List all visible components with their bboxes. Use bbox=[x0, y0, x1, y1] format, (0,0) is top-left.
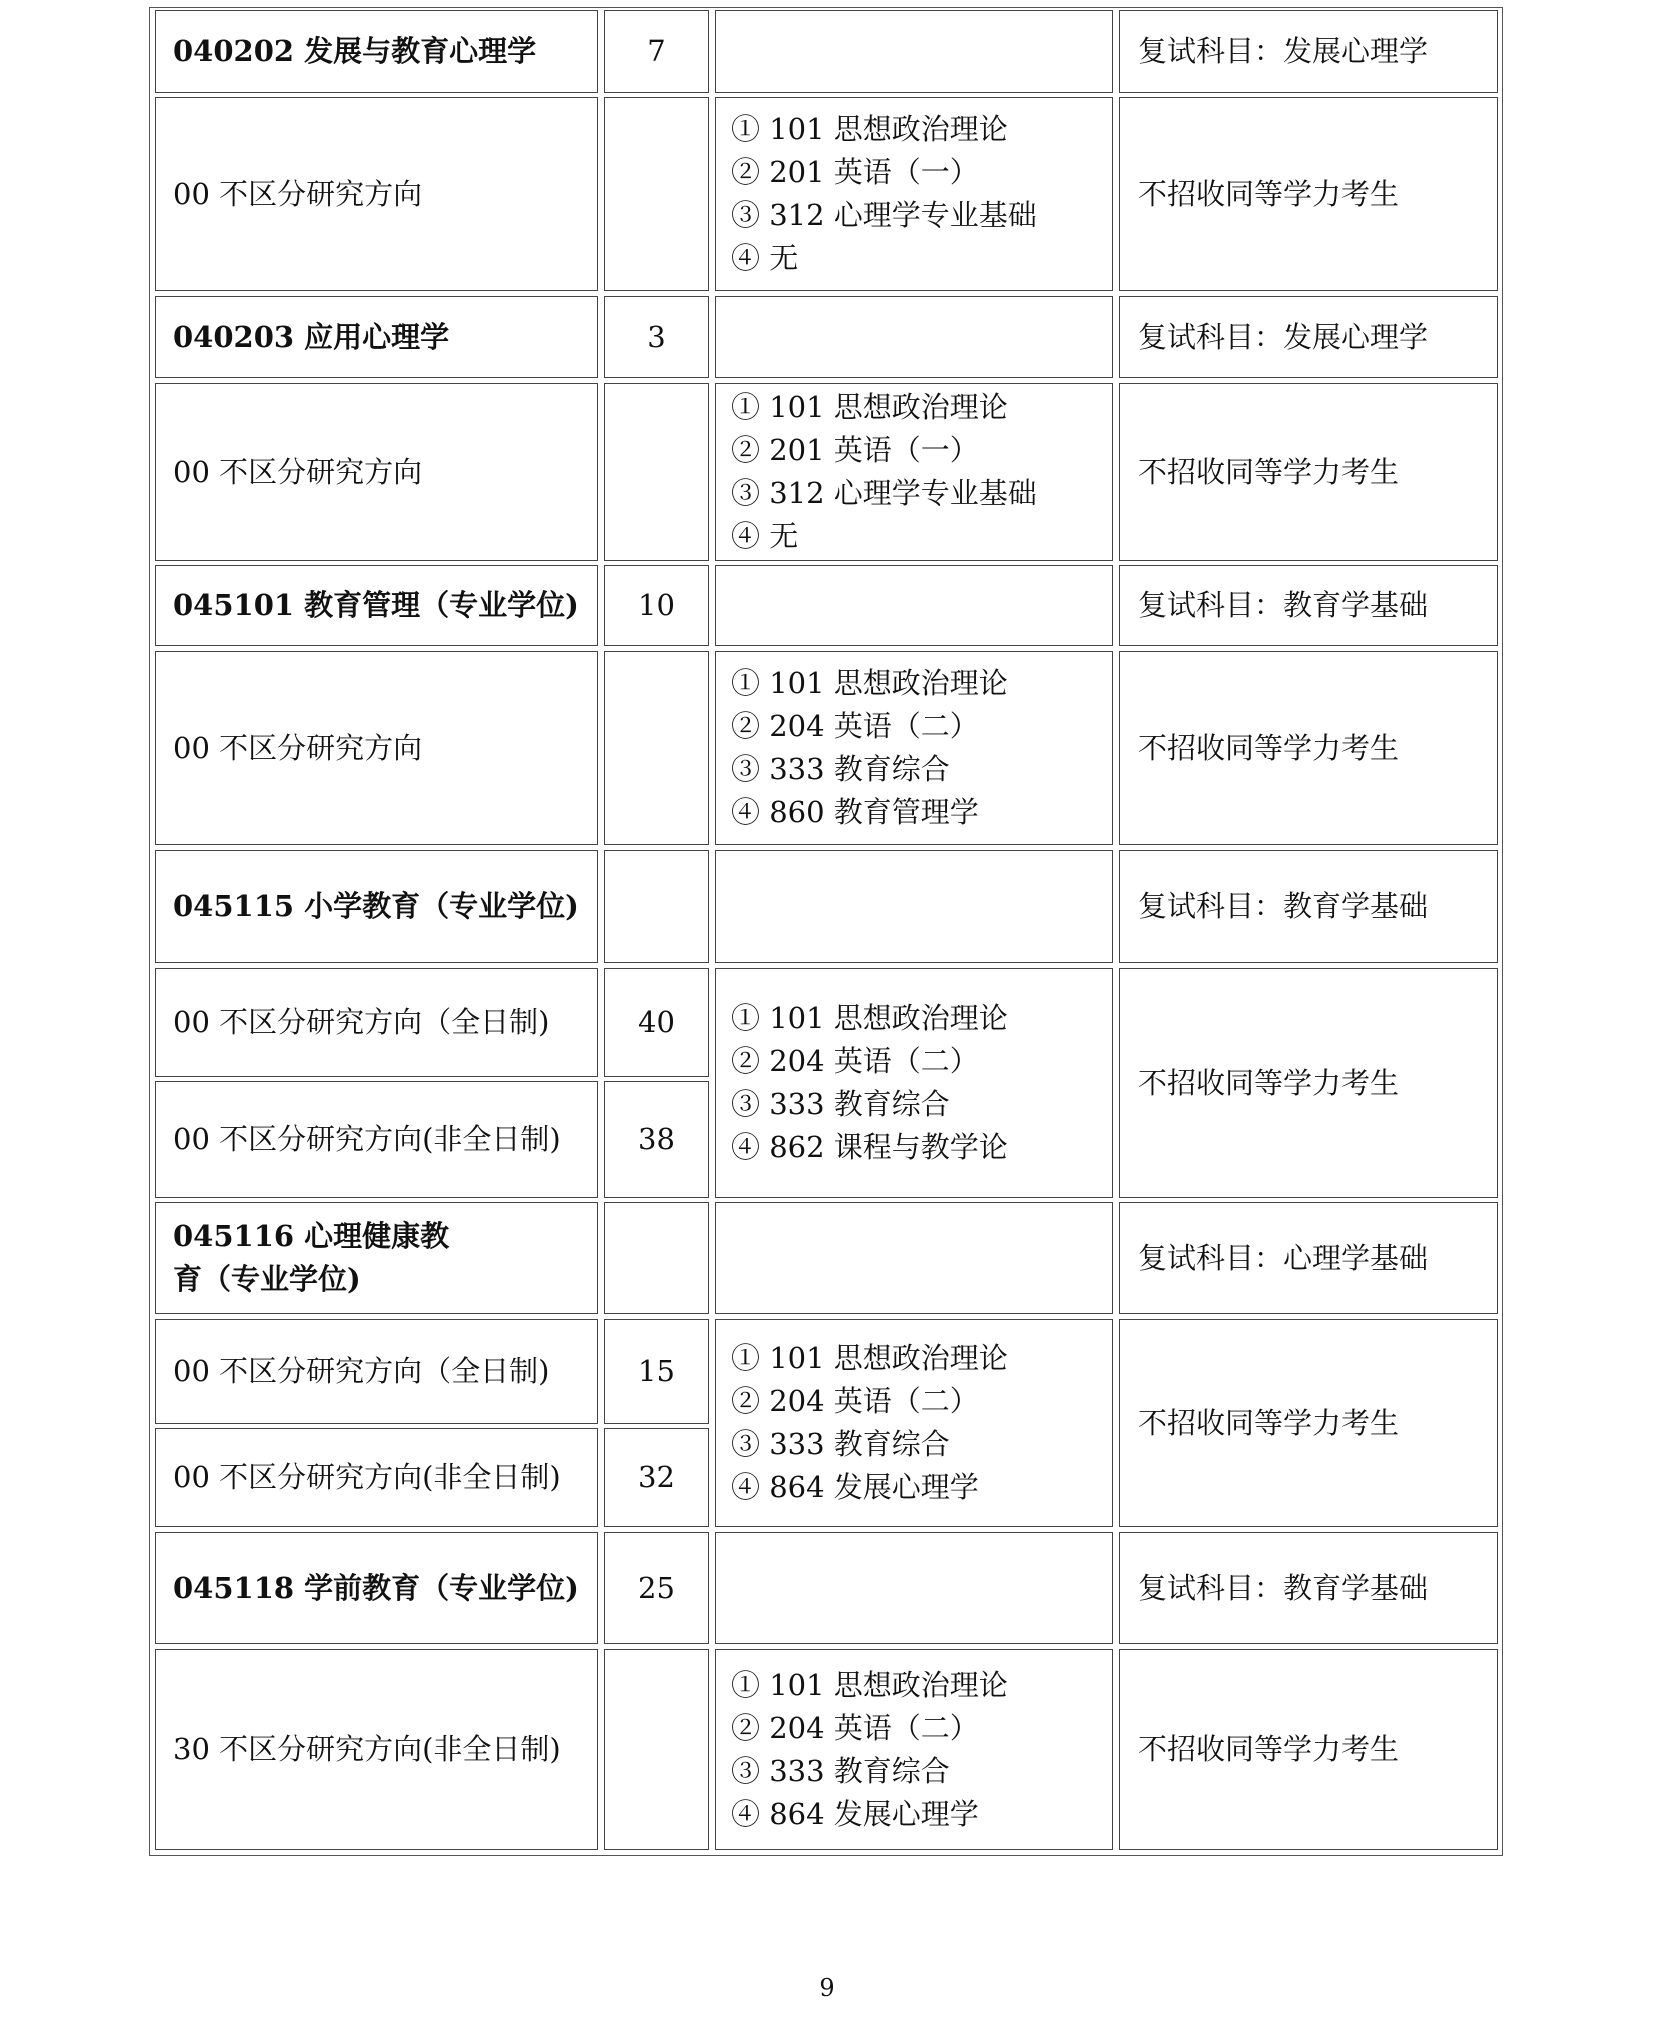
program-name: 045118 学前教育（专业学位) bbox=[155, 1532, 598, 1644]
exam-subject: ④ 862 课程与教学论 bbox=[731, 1130, 1008, 1164]
remark: 不招收同等学力考生 bbox=[1119, 97, 1498, 291]
quota: 25 bbox=[604, 1532, 709, 1644]
exam-subject: ② 204 英语（二） bbox=[731, 709, 979, 743]
program-name: 040202 发展与教育心理学 bbox=[155, 10, 598, 93]
program-name: 040203 应用心理学 bbox=[155, 296, 598, 378]
research-direction: 00 不区分研究方向 bbox=[155, 383, 598, 561]
exam-subject: ③ 312 心理学专业基础 bbox=[731, 476, 1037, 510]
remark: 不招收同等学力考生 bbox=[1119, 1319, 1498, 1527]
exam-subjects bbox=[715, 97, 1113, 291]
quota-empty bbox=[604, 1649, 709, 1850]
exam-cell-empty bbox=[715, 296, 1113, 378]
research-direction-full-time: 00 不区分研究方向（全日制) bbox=[155, 1319, 598, 1424]
quota: 3 bbox=[604, 296, 709, 378]
research-direction-full-time: 00 不区分研究方向（全日制) bbox=[155, 968, 598, 1077]
exam-subject: ③ 333 教育综合 bbox=[731, 1753, 950, 1788]
quota-empty bbox=[604, 850, 709, 963]
exam-subjects bbox=[715, 968, 1113, 1198]
retest-subject: 复试科目：发展心理学 bbox=[1119, 10, 1498, 93]
exam-cell-empty bbox=[715, 1532, 1113, 1644]
retest-subject: 复试科目：教育学基础 bbox=[1119, 1532, 1498, 1644]
retest-subject: 复试科目：教育学基础 bbox=[1119, 565, 1498, 646]
research-direction: 00 不区分研究方向 bbox=[155, 651, 598, 845]
exam-subject: ③ 333 教育综合 bbox=[731, 1087, 950, 1121]
remark: 不招收同等学力考生 bbox=[1119, 1649, 1498, 1850]
exam-subject: ③ 333 教育综合 bbox=[731, 1427, 950, 1461]
exam-subject: ① 101 思想政治理论 bbox=[731, 390, 1008, 424]
research-direction-part-time: 00 不区分研究方向(非全日制) bbox=[155, 1081, 598, 1198]
research-direction: 30 不区分研究方向(非全日制) bbox=[155, 1649, 598, 1850]
retest-subject: 复试科目：教育学基础 bbox=[1119, 850, 1498, 963]
page-number: 9 bbox=[819, 1974, 835, 2002]
program-name: 045101 教育管理（专业学位) bbox=[155, 565, 598, 646]
quota-empty bbox=[604, 97, 709, 291]
exam-cell-empty bbox=[715, 1202, 1113, 1314]
retest-subject: 复试科目：心理学基础 bbox=[1119, 1202, 1498, 1314]
exam-subject: ③ 333 教育综合 bbox=[731, 752, 950, 786]
quota-full-time: 40 bbox=[604, 968, 709, 1077]
exam-subject: ③ 312 心理学专业基础 bbox=[731, 198, 1037, 232]
quota-part-time: 32 bbox=[604, 1428, 709, 1527]
quota-empty bbox=[604, 383, 709, 561]
exam-subject: ① 101 思想政治理论 bbox=[731, 112, 1008, 146]
remark: 不招收同等学力考生 bbox=[1119, 651, 1498, 845]
exam-subject: ① 101 思想政治理论 bbox=[731, 666, 1008, 700]
exam-cell-empty bbox=[715, 10, 1113, 93]
exam-subject: ② 204 英语（二） bbox=[731, 1710, 979, 1745]
exam-subject: ④ 无 bbox=[731, 519, 799, 553]
program-name: 045115 小学教育（专业学位) bbox=[155, 850, 598, 963]
exam-subject: ② 201 英语（一） bbox=[731, 155, 979, 189]
quota: 7 bbox=[604, 10, 709, 93]
quota-part-time: 38 bbox=[604, 1081, 709, 1198]
exam-subject: ④ 860 教育管理学 bbox=[731, 795, 979, 829]
remark: 不招收同等学力考生 bbox=[1119, 968, 1498, 1198]
exam-subject: ④ 无 bbox=[731, 241, 799, 275]
exam-subject: ① 101 思想政治理论 bbox=[731, 1667, 1008, 1702]
exam-subject: ① 101 思想政治理论 bbox=[731, 1001, 1008, 1035]
exam-subjects bbox=[715, 383, 1113, 561]
program-name bbox=[155, 1202, 598, 1314]
exam-cell-empty bbox=[715, 565, 1113, 646]
exam-subjects bbox=[715, 1319, 1113, 1527]
exam-subject: ① 101 思想政治理论 bbox=[731, 1341, 1008, 1375]
exam-subjects bbox=[715, 1649, 1113, 1850]
exam-subject: ④ 864 发展心理学 bbox=[731, 1470, 979, 1504]
exam-subjects bbox=[715, 651, 1113, 845]
quota: 10 bbox=[604, 565, 709, 646]
quota-empty bbox=[604, 651, 709, 845]
exam-subject: ② 201 英语（一） bbox=[731, 433, 979, 467]
exam-cell-empty bbox=[715, 850, 1113, 963]
quota-full-time: 15 bbox=[604, 1319, 709, 1424]
remark: 不招收同等学力考生 bbox=[1119, 383, 1498, 561]
quota-empty bbox=[604, 1202, 709, 1314]
research-direction-part-time: 00 不区分研究方向(非全日制) bbox=[155, 1428, 598, 1527]
research-direction: 00 不区分研究方向 bbox=[155, 97, 598, 291]
program-name-text: 045116 心理健康教育（专业学位) bbox=[173, 1219, 450, 1296]
retest-subject: 复试科目：发展心理学 bbox=[1119, 296, 1498, 378]
exam-subject: ② 204 英语（二） bbox=[731, 1384, 979, 1418]
exam-subject: ④ 864 发展心理学 bbox=[731, 1796, 979, 1831]
exam-subject: ② 204 英语（二） bbox=[731, 1044, 979, 1078]
